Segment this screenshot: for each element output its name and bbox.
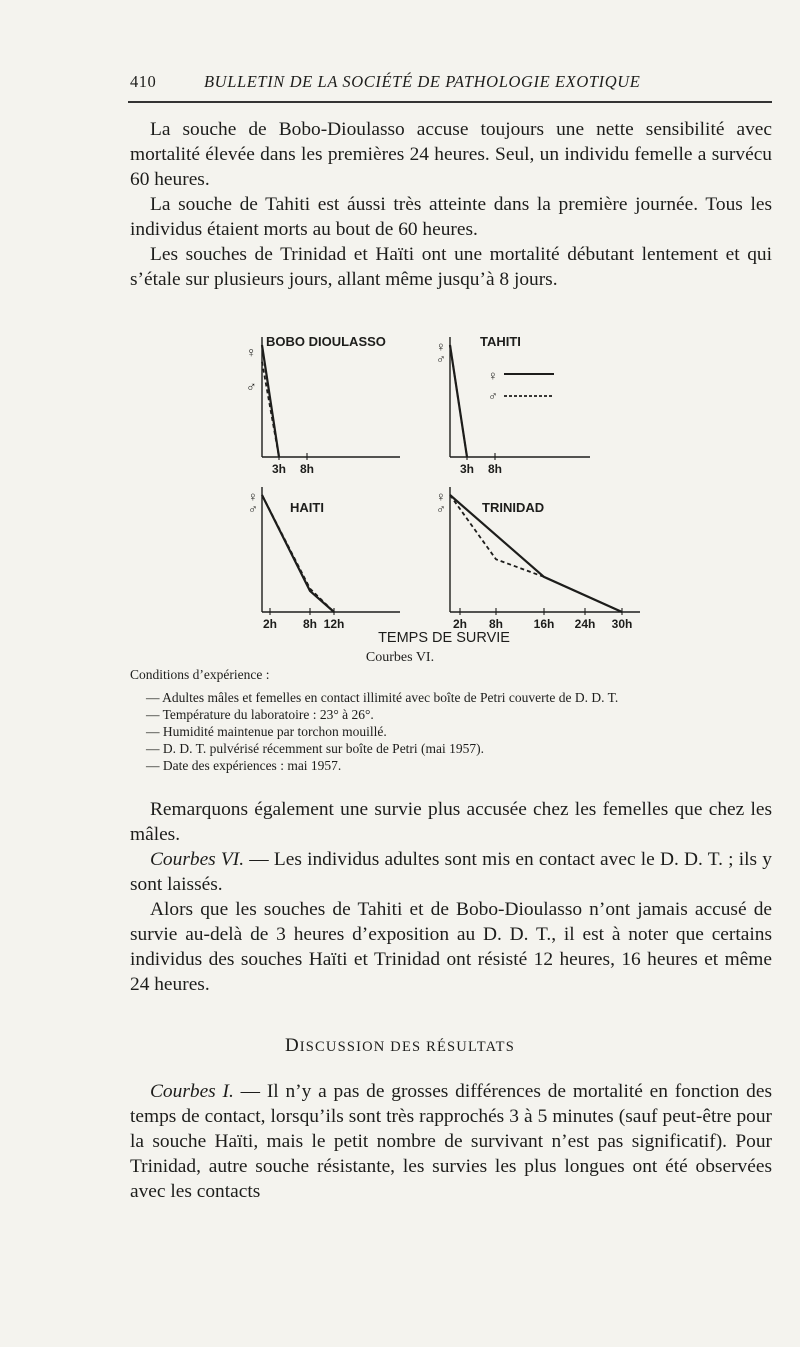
conditions-title: Conditions d’expérience : <box>130 667 270 682</box>
x-tick-label: 8h <box>488 617 504 631</box>
condition-item: — Adultes mâles et femelles en contact illimité avec boîte de Petri couverte de D. D. T. <box>146 690 619 705</box>
x-tick-label: 2h <box>262 617 278 631</box>
x-tick-label: 8h <box>302 617 318 631</box>
panel-title: BOBO DIOULASSO <box>266 334 386 349</box>
journal-title: BULLETIN DE LA SOCIÉTÉ DE PATHOLOGIE EXOTIQUE <box>204 72 641 91</box>
page-number: 410 <box>130 72 157 91</box>
condition-item: — Date des expériences : mai 1957. <box>146 758 342 773</box>
header-rule <box>128 101 772 103</box>
condition-item: — Humidité maintenue par torchon mouillé. <box>146 724 387 739</box>
x-tick-label: 16h <box>533 617 555 631</box>
x-tick-label: 2h <box>452 617 468 631</box>
female-symbol: ♀ <box>248 489 258 504</box>
paragraph <box>130 847 772 897</box>
paragraph-text: — Il n’y a pas de grosses différences de mortalité en fonction des temps de contact, lorsqu’ils sont très rapprochés 3 à 5 minutes (sauf peut-être pour la souche Haïti, mais le petit nombre de survivant n’est pas significatif). Pour Trinidad, autre souche résistante, les survies les plus longues ont été observées avec les contacts <box>130 1081 772 1202</box>
x-tick-label: 3h <box>459 462 475 476</box>
x-tick-label: 8h <box>299 462 315 476</box>
paragraph: Les souches de Trinidad et Haïti ont une mortalité débutant lentement et qui s’étale sur plusieurs jours, allant même jusqu’à 8 jours. <box>130 244 772 290</box>
italic-label: Courbes VI. <box>150 849 245 870</box>
paragraph: La souche de Bobo-Dioulasso accuse toujours une nette sensibilité avec mortalité élevée dans les premières 24 heures. Seul, un individu femelle a survécu 60 heures. <box>130 119 772 190</box>
panel-title: TAHITI <box>480 334 521 349</box>
x-tick-label: 24h <box>574 617 596 631</box>
legend-male-symbol: ♂ <box>488 388 498 403</box>
male-symbol: ♂ <box>436 501 446 516</box>
female-symbol: ♀ <box>246 344 257 360</box>
male-symbol: ♂ <box>248 501 258 516</box>
x-axis-label: TEMPS DE SURVIE <box>378 630 510 646</box>
female-symbol: ♀ <box>436 339 446 354</box>
x-tick-label: 12h <box>323 617 345 631</box>
x-tick-label: 8h <box>487 462 503 476</box>
paragraph <box>130 1079 772 1204</box>
conditions-list <box>130 689 780 774</box>
condition-item: — Température du laboratoire : 23° à 26°. <box>146 707 374 722</box>
heading-initial: D <box>285 1035 300 1056</box>
top-paragraphs <box>130 117 772 292</box>
figure-caption: Courbes VI. <box>365 650 435 665</box>
paragraph: Remarquons également une survie plus accusée chez les femelles que chez les mâles. <box>130 799 772 845</box>
bottom-paragraphs <box>130 1079 772 1204</box>
paragraph-text: — Les individus adultes sont mis en contact avec le D. D. T. ; ils y sont laissés. <box>130 849 773 895</box>
italic-label: Courbes I. <box>150 1081 234 1102</box>
middle-paragraphs <box>130 797 772 997</box>
survival-curves-svg <box>224 322 664 652</box>
section-heading <box>0 1035 800 1057</box>
heading-rest: ISCUSSION DES RÉSULTATS <box>299 1039 515 1055</box>
panel-title: TRINIDAD <box>482 500 545 515</box>
legend-female-symbol: ♀ <box>488 368 498 383</box>
male-symbol: ♂ <box>436 351 446 366</box>
x-tick-label: 30h <box>611 617 633 631</box>
paragraph: La souche de Tahiti est áussi très atteinte dans la première journée. Tous les individus étaient morts au bout de 60 heures. <box>130 194 772 240</box>
condition-item: — D. D. T. pulvérisé récemment sur boîte de Petri (mai 1957). <box>146 741 485 756</box>
experiment-conditions <box>130 666 780 774</box>
female-symbol: ♀ <box>436 489 446 504</box>
panel-title: HAITI <box>290 500 324 515</box>
male-symbol: ♂ <box>246 378 257 394</box>
paragraph: Alors que les souches de Tahiti et de Bobo-Dioulasso n’ont jamais accusé de survie au-delà de 3 heures d’exposition au D. D. T., il est à noter que certains individus des souches Haïti et Trinidad ont résisté 12 heures, 16 heures et même 24 heures. <box>130 899 772 995</box>
survival-curves-figure <box>224 322 664 652</box>
x-tick-label: 3h <box>271 462 287 476</box>
